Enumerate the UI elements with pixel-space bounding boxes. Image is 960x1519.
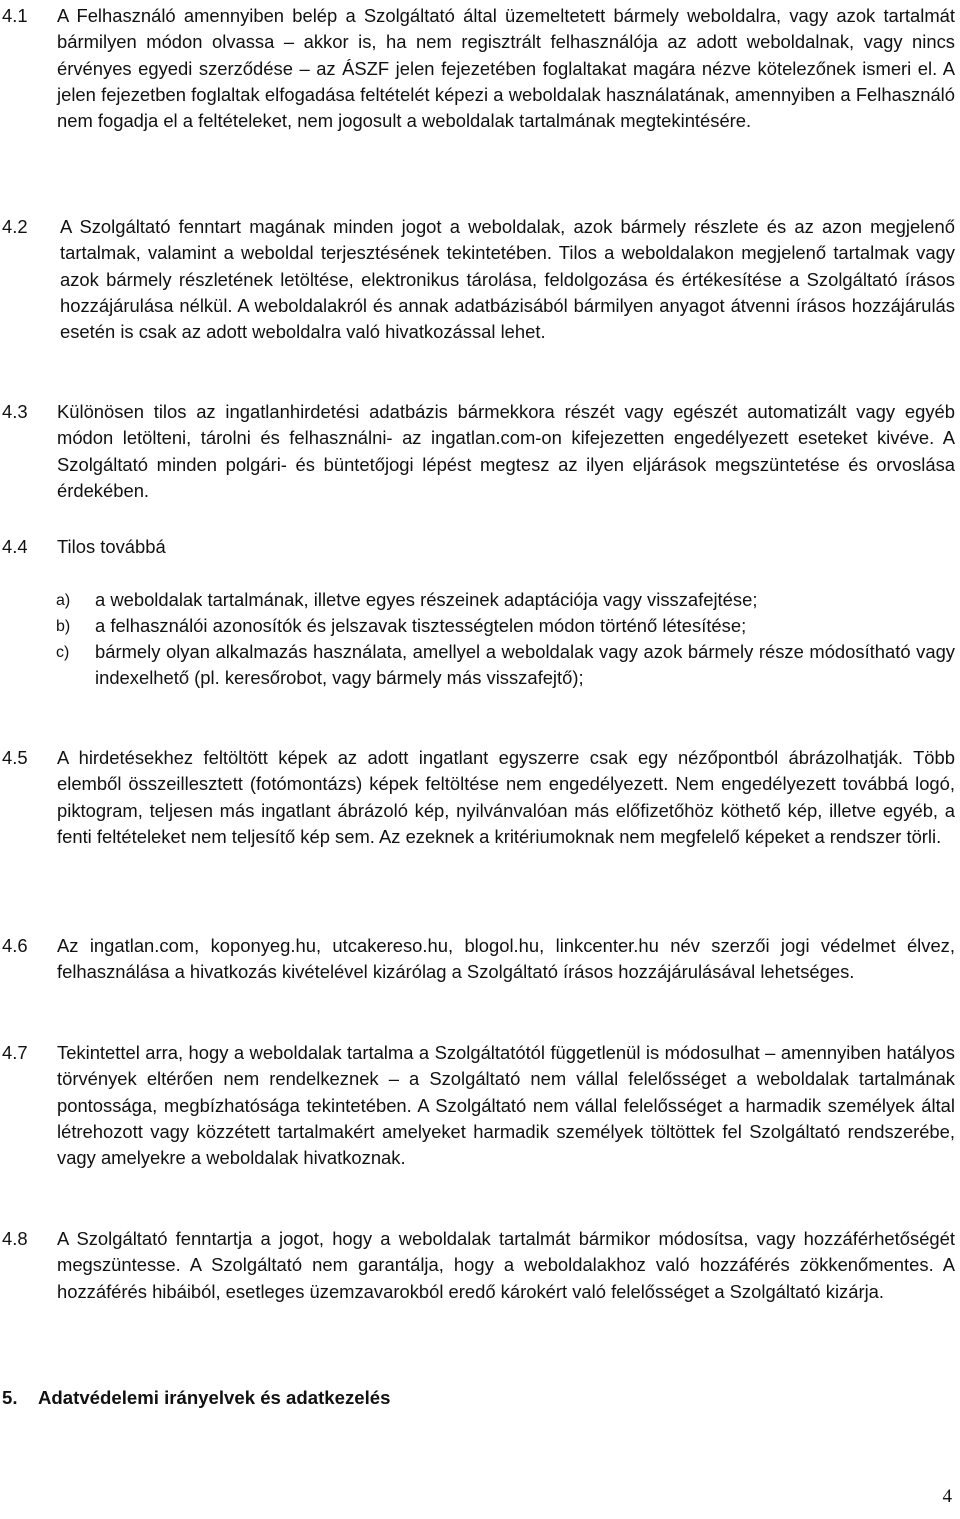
section-text: A Felhasználó amennyiben belép a Szolgáltató által üzemeltetett bármely weboldalra, vagy azok tartalmát bármilyen módon olvassa – akkor is, ha nem regisztrált felhasználója az adott weboldalnak, vagy nincs érvényes egyedi szerződése – az ÁSZF jelen fejezetében foglaltakat magára nézve kötelezőnek ismeri el. A jelen fejezetben foglaltak elfogadása feltételét képezi a weboldalak használatának, amennyiben a Felhasználó nem fogadja el a feltételeket, nem jogosult a weboldalak tartalmának megtekintésére. — [57, 5, 955, 132]
list-item-letter: a) — [56, 592, 71, 609]
list-item-text: bármely olyan alkalmazás használata, amellyel a weboldalak vagy azok bármely része módosítható vagy indexelhető (pl. keresőrobot, vagy bármely más visszafejtő); — [95, 641, 955, 689]
section-number: 4.6 — [2, 935, 28, 956]
section-text: Különösen tilos az ingatlanhirdetési adatbázis bármekkora részét vagy egészét automatizált vagy egyéb módon letölteni, tárolni és felhasználni- az ingatlan.com-on kifejezetten engedélyezett eseteket kivéve. A Szolgáltató minden polgári- és büntetőjogi lépést megtesz az ilyen eljárások megszüntetése és orvoslása érdekében. — [57, 401, 955, 501]
heading-number: 5. — [2, 1387, 18, 1408]
section-number: 4.5 — [2, 747, 28, 768]
section-text: Tekintettel arra, hogy a weboldalak tartalma a Szolgáltatótól függetlenül is módosulhat – amennyiben hatályos törvények eltérően nem rendelkeznek – a Szolgáltató nem vállal felelősséget a weboldalak tartalmának pontossága, megbízhatósága tekintetében. A Szolgáltató nem vállal felelősséget a harmadik személyek által létrehozott vagy közzétett tartalmakért amelyeket harmadik személyek töltöttek fel Szolgáltató rendszerébe, vagy amelyekre a weboldalak hivatkoznak. — [57, 1042, 955, 1169]
section-text: A Szolgáltató fenntartja a jogot, hogy a weboldalak tartalmát bármikor módosítsa, vagy hozzáférhetőségét megszüntesse. A Szolgáltató nem garantálja, hogy a weboldalakhoz való hozzáférés zökkenőmentes. A hozzáférés hibáiból, esetleges üzemzavarokból eredő károkért való felelősséget a Szolgáltató kizárja. — [57, 1228, 955, 1302]
section-number: 4.3 — [2, 401, 28, 422]
list-item-letter: b) — [56, 618, 71, 635]
section-text: A Szolgáltató fenntart magának minden jogot a weboldalak, azok bármely részlete és az azon megjelenő tartalmak, valamint a weboldal terjesztésének tekintetében. Tilos a weboldalakon megjelenő tartalmak vagy azok bármely részletének letöltése, elektronikus tárolása, feldolgozása és értékesítése a Szolgáltató írásos hozzájárulása nélkül. A weboldalakról és annak adatbázisából bármilyen anyagot átvenni írásos hozzájárulás esetén is csak az adott weboldalra való hivatkozással lehet. — [60, 216, 955, 343]
section-number: 4.7 — [2, 1042, 28, 1063]
section-number: 4.1 — [2, 5, 28, 26]
heading-title: Adatvédelemi irányelvek és adatkezelés — [38, 1387, 391, 1408]
list-item-text: a weboldalak tartalmának, illetve egyes részeinek adaptációja vagy visszafejtése; — [95, 589, 758, 610]
section-number: 4.8 — [2, 1228, 28, 1249]
section-5-heading — [2, 1385, 390, 1411]
section-text: Tilos továbbá — [57, 536, 166, 557]
list-item-letter: c) — [56, 644, 70, 661]
list-item-text: a felhasználói azonosítók és jelszavak tisztességtelen módon történő létesítése; — [95, 615, 747, 636]
section-text: A hirdetésekhez feltöltött képek az adott ingatlant egyszerre csak egy nézőpontból ábrázolhatják. Több elemből összeillesztett (fotómontázs) képek feltöltése nem engedélyezett. Nem engedélyezett továbbá logó, piktogram, teljesen más ingatlant ábrázoló kép, nyilvánvalóan más előfizetőhöz köthető kép, illetve egyéb, a fenti feltételeket nem teljesítő kép sem. Az ezeknek a kritériumoknak nem megfelelő képeket a rendszer törli. — [57, 747, 955, 847]
section-number: 4.4 — [2, 536, 28, 557]
section-text: Az ingatlan.com, koponyeg.hu, utcakereso.hu, blogol.hu, linkcenter.hu név szerzői jogi védelmet élvez, felhasználása a hivatkozás kivételével kizárólag a Szolgáltató írásos hozzájárulásával lehetséges. — [57, 935, 955, 983]
section-number: 4.2 — [2, 216, 28, 237]
page-number: 4 — [942, 1486, 952, 1507]
